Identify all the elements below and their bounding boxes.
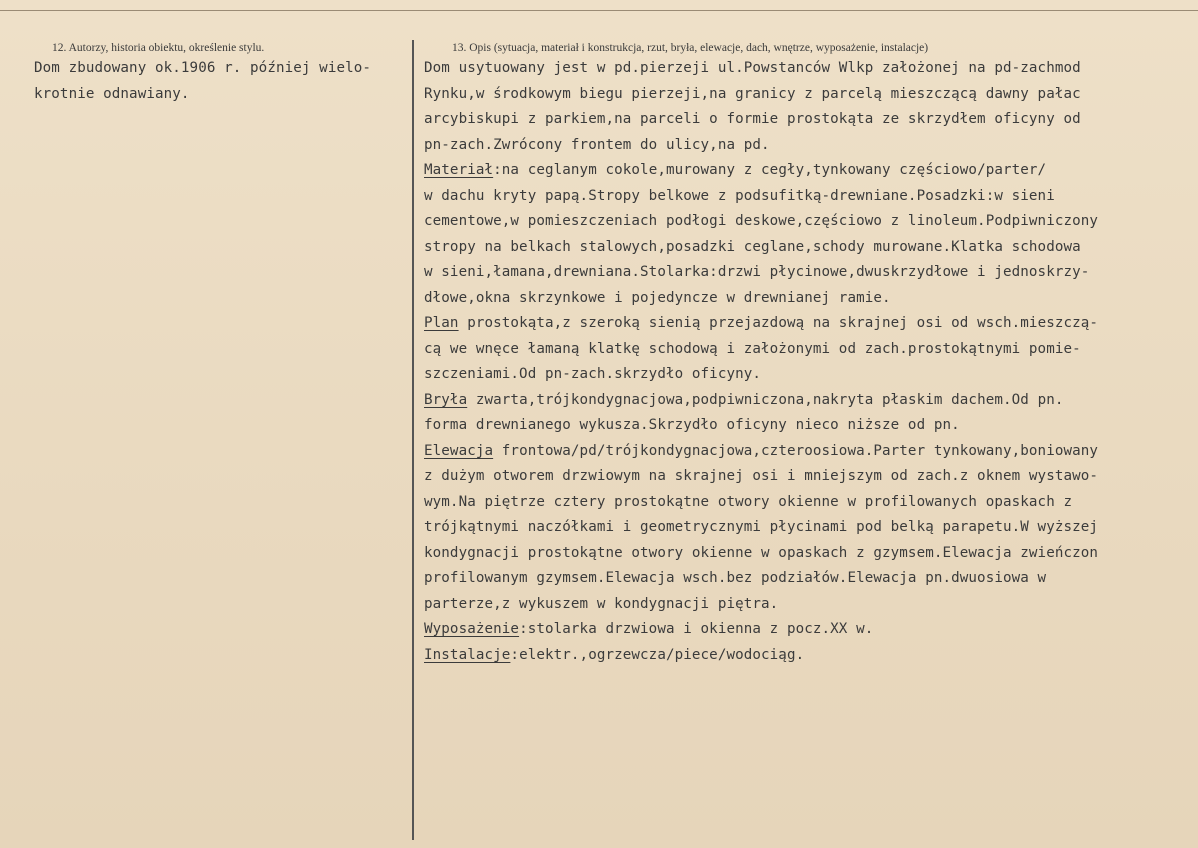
line-text: :stolarka drzwiowa i okienna z pocz.XX w. [519,621,874,637]
line-text: wym.Na piętrze cztery prostokątne otwory okienne w profilowanych opaskach z [424,493,1073,510]
description-line [424,464,1194,490]
line-text: kondygnacji prostokątne otwory okienne w opaskach z gzymsem.Elewacja zwieńczon [424,544,1099,561]
line-text: Dom usytuowany jest w pd.pierzeji ul.Powstanców Wlkp założonej na pd-zachmod [424,60,1081,76]
line-text: Rynku,w środkowym biegu pierzeji,na granicy z parcelą mieszczącą dawny pałac [424,85,1081,102]
description-line [424,107,1194,133]
description-line [424,56,1194,82]
description-line [424,515,1194,541]
line-text: profilowanym gzymsem.Elewacja wsch.bez podziałów.Elewacja pn.dwuosiowa w [424,570,1047,586]
line-text: pn-zach.Zwrócony frontem do ulicy,na pd. [424,136,770,153]
line-heading: Materiał [424,162,494,178]
line-text: arcybiskupi z parkiem,na parceli o formie prostokąta ze skrzydłem oficyny od [424,111,1081,127]
line-heading: Instalacje [424,646,511,663]
description-line [424,235,1194,261]
description-line [424,617,1194,643]
line-text: szczeniami.Od pn-zach.skrzydło oficyny. [424,366,762,382]
description-line [424,643,1194,669]
description-line [424,413,1194,439]
history-line: krotnie odnawiany. [34,85,190,102]
line-text: forma drewnianego wykusza.Skrzydło oficyny nieco niższe od pn. [424,417,960,433]
description-text [424,56,1194,668]
column-divider [412,40,414,840]
description-line [424,439,1194,465]
line-text: prostokąta,z szeroką sienią przejazdową na skrajnej osi od wsch.mieszczą- [458,315,1099,331]
line-heading: Bryła [424,391,468,408]
line-text: dłowe,okna skrzynkowe i pojedyncze w drewnianej ramie. [424,289,891,306]
line-heading: Wyposażenie [424,621,520,637]
description-line [424,566,1194,592]
line-text: z dużym otworem drzwiowym na skrajnej osi i mniejszym od zach.z oknem wystawo- [424,468,1099,484]
line-text: frontowa/pd/trójkondygnacjowa,czteroosiowa.Parter tynkowany,boniowany [493,442,1099,459]
description-line [424,209,1194,235]
description-line [424,362,1194,388]
description-line [424,337,1194,363]
description-line [424,260,1194,286]
history-text [34,56,412,107]
description-line [424,541,1194,567]
line-text: stropy na belkach stalowych,posadzki ceglane,schody murowane.Klatka schodowa [424,238,1081,255]
description-line [424,133,1194,159]
description-line [424,592,1194,618]
top-edge-line [0,10,1198,11]
line-text: cementowe,w pomieszczeniach podłogi deskowe,częściowo z linoleum.Podpiwniczony [424,213,1099,229]
description-line [424,158,1194,184]
section-12-header: 12. Autorzy, historia obiektu, określenie stylu. [52,42,265,54]
section-13-header: 13. Opis (sytuacja, materiał i konstrukcja, rzut, bryła, elewacje, dach, wnętrze, wyposażenie, instalacje) [452,42,929,54]
description-line [424,286,1194,312]
line-text: :elektr.,ogrzewcza/piece/wodociąg. [510,646,805,663]
line-text: parterze,z wykuszem w kondygnacji piętra. [424,595,779,612]
description-line [424,388,1194,414]
line-text: trójkątnymi naczółkami i geometrycznymi płycinami pod belką parapetu.W wyższej [424,519,1099,535]
line-text: :na ceglanym cokole,murowany z cegły,tynkowany częściowo/parter/ [493,162,1047,178]
line-text: cą we wnęce łamaną klatkę schodową i założonymi od zach.prostokątnymi pomie- [424,340,1081,357]
history-line: Dom zbudowany ok.1906 r. później wielo- [34,60,372,76]
line-text: w sieni,łamana,drewniana.Stolarka:drzwi płycinowe,dwuskrzydłowe i jednoskrzy- [424,264,1090,280]
line-heading: Plan [424,315,459,331]
description-line [424,184,1194,210]
line-text: w dachu kryty papą.Stropy belkowe z podsufitką-drewniane.Posadzki:w sieni [424,187,1055,204]
description-line [424,490,1194,516]
description-line [424,311,1194,337]
description-line [424,82,1194,108]
line-text: zwarta,trójkondygnacjowa,podpiwniczona,nakryta płaskim dachem.Od pn. [467,391,1064,408]
line-heading: Elewacja [424,442,494,459]
